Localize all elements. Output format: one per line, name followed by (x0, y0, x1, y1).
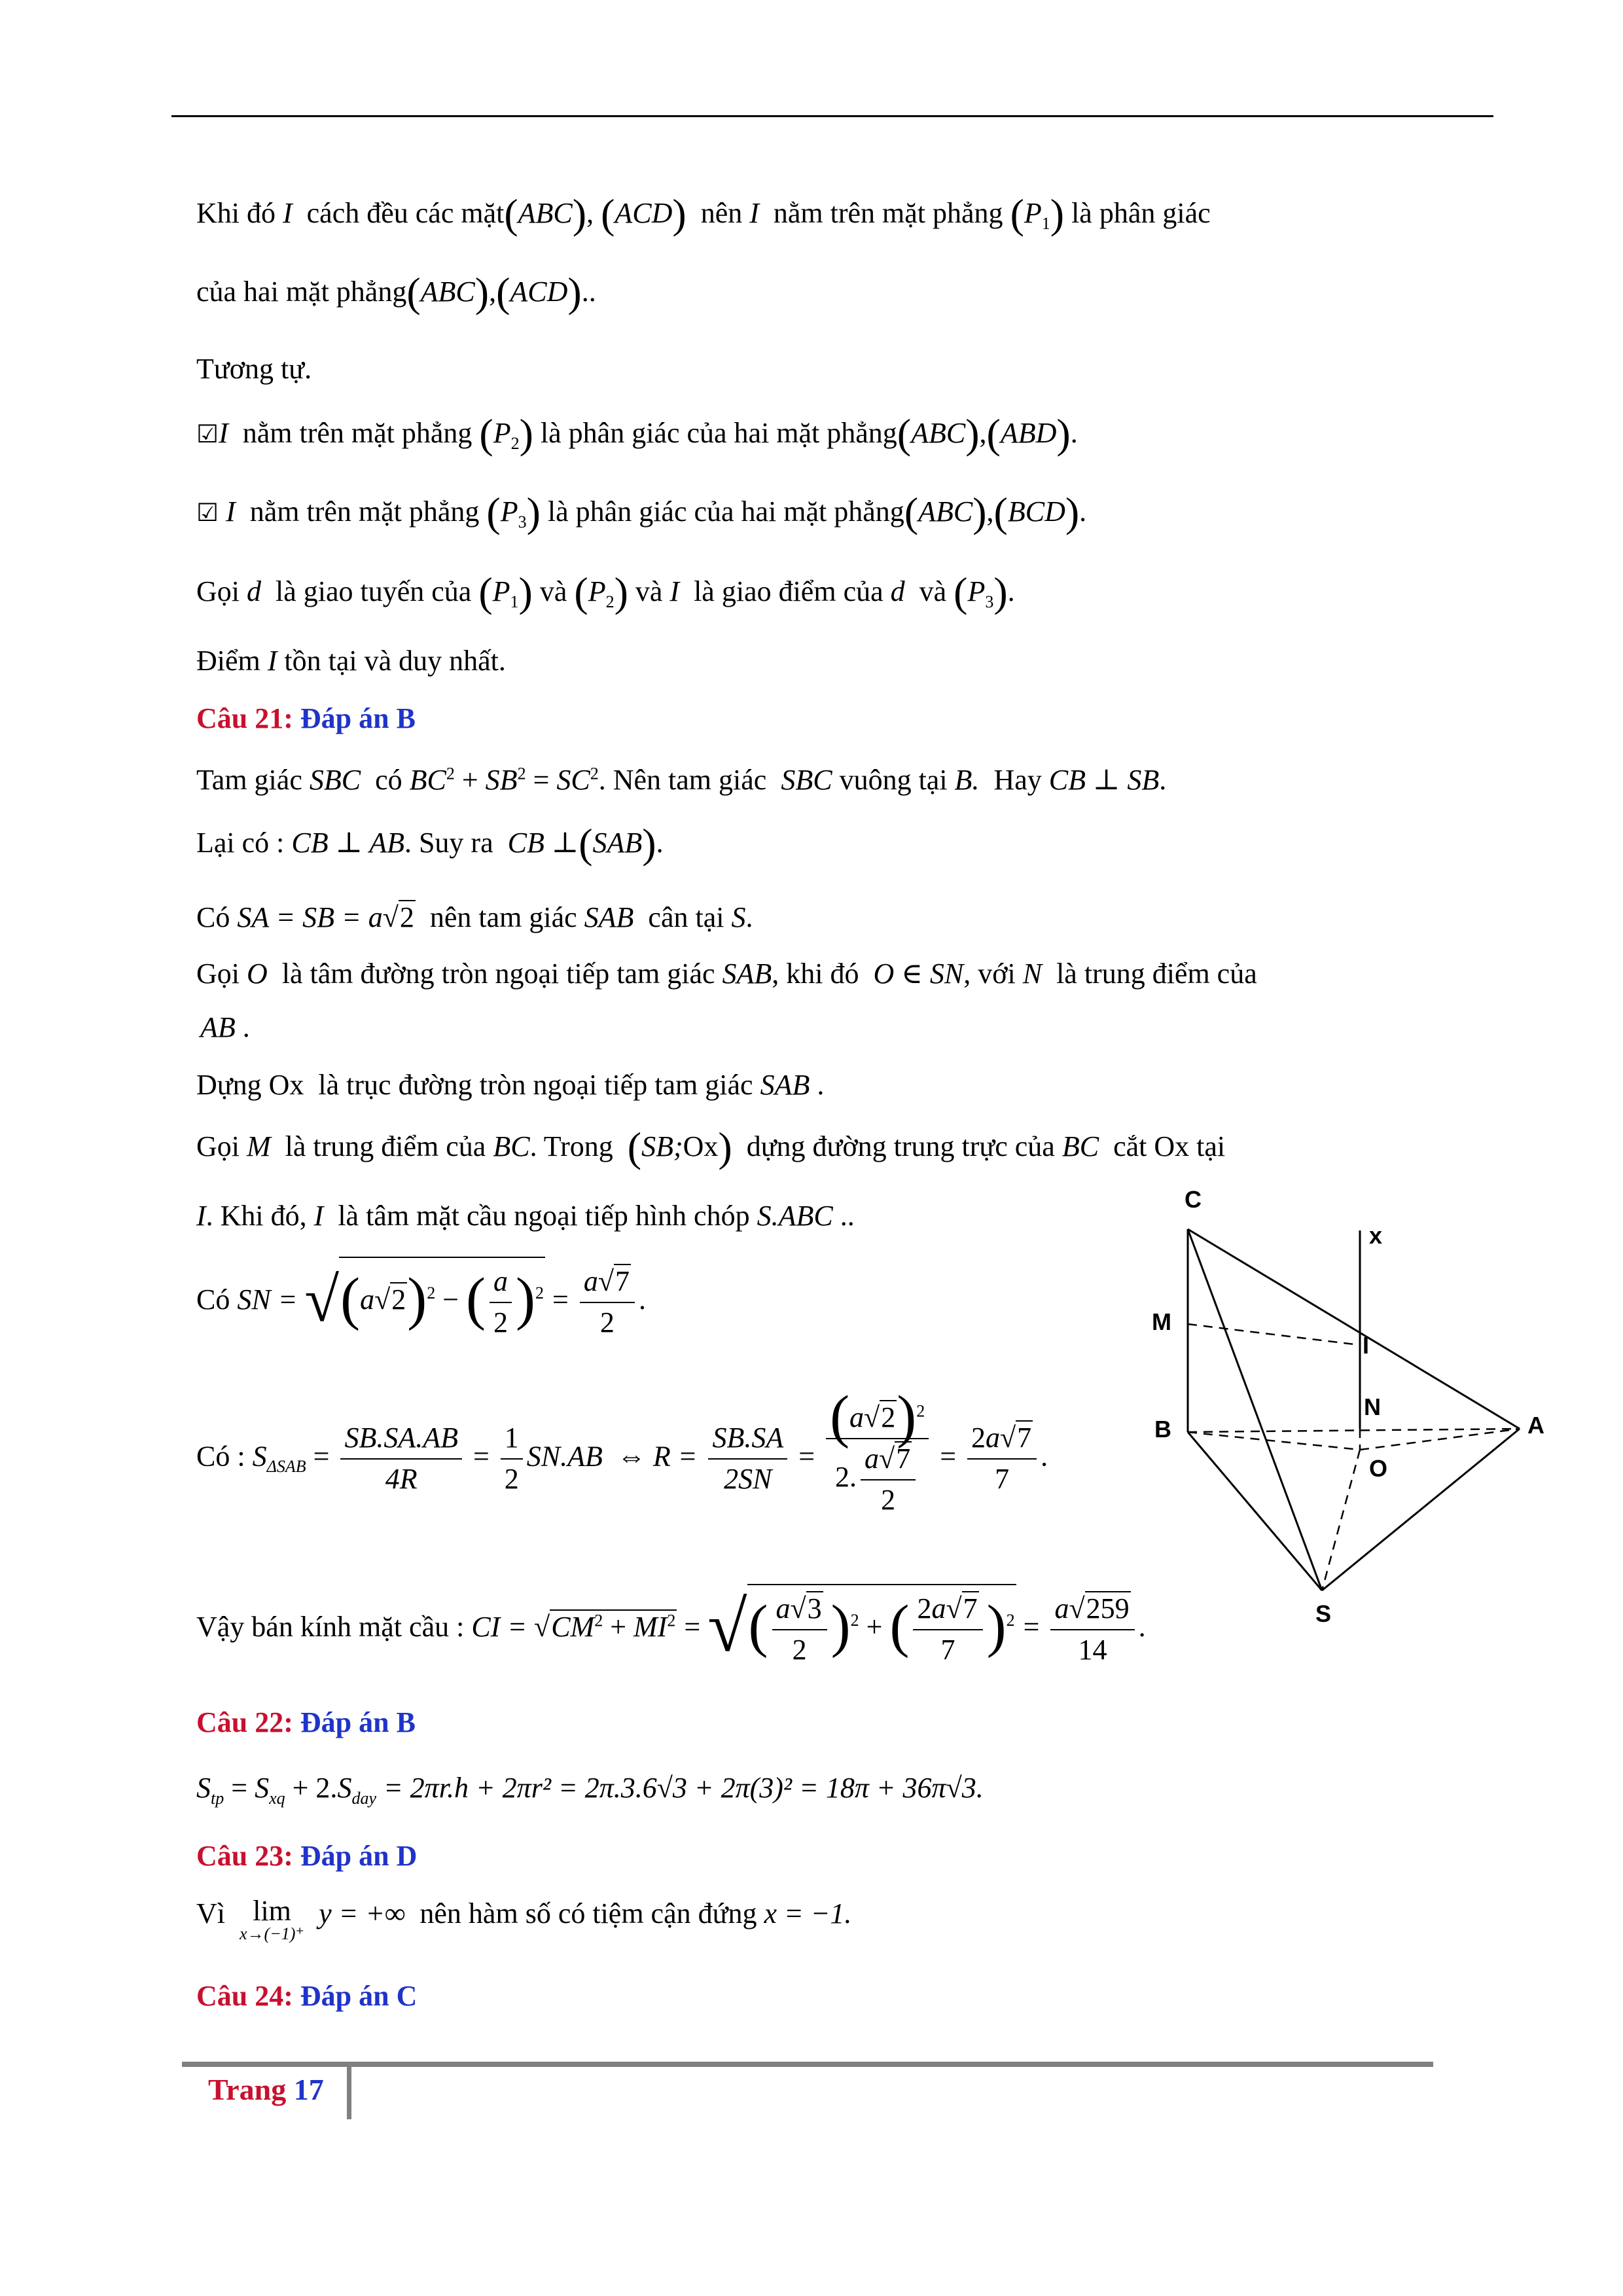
line-12: AB . (200, 1011, 250, 1043)
edge-ba-hidden (1188, 1429, 1520, 1432)
line-15: I. Khi đó, I là tâm mặt cầu ngoại tiếp hình chóp S.ABC .. (196, 1200, 855, 1232)
question-22-heading: Câu 22: Đáp án B (196, 1706, 416, 1738)
question-23-heading: Câu 23: Đáp án D (196, 1840, 418, 1872)
line-2: của hai mặt phẳng(ABC),(ACD).. (196, 269, 596, 315)
line-4: ☑I nằm trên mặt phẳng $(P_2)$ là phân giác của hai mặt phẳng(ABC),(ABD). (196, 410, 1078, 457)
pyramid-figure (1113, 1178, 1584, 1636)
checkbox-icon: ☑ (196, 420, 219, 448)
label-m: M (1152, 1308, 1171, 1335)
line-10: Có SA = SB = a√2 nên tam giác SAB cân tại S. (196, 901, 753, 933)
segment-os (1322, 1450, 1360, 1590)
line-14: Gọi M là trung điểm của BC. Trong (SB;Ox) dựng đường trung trực của BC cắt Ox tại (196, 1124, 1226, 1170)
segment-oa (1360, 1429, 1520, 1450)
line-19-surface-formula: $S_{tp} = S_{xq} + 2.S_{day} = 2\pi r.h + 2\pi r^2 = 2\pi.3.6√3 + 2\pi(3)^2 = 18\pi + 36\pi√3$. (196, 1772, 984, 1808)
label-o: O (1369, 1455, 1388, 1482)
label-i: I (1363, 1332, 1370, 1359)
line-17-radius-formula: Có : $S_{\Delta SAB}$ = $\frac{SB.SA.AB}{4R}$ = $\frac{1}{2}$ SN.AB ⇔ R = $\frac{SB.SA}{2SN}$ = $(a√2)^2$ 2. $\frac{a√7}{2}$ = $\frac{2a√7}{7}$ . (196, 1384, 1048, 1516)
segment-mi (1188, 1324, 1360, 1345)
label-n: N (1364, 1393, 1381, 1420)
line-5: ☑ I nằm trên mặt phẳng $(P_3)$ là phân giác của hai mặt phẳng(ABC),(BCD). (196, 489, 1087, 535)
label-x: x (1369, 1222, 1383, 1249)
line-13: Dựng Ox là trục đường tròn ngoại tiếp tam giác SAB . (196, 1069, 825, 1101)
label-s: S (1315, 1600, 1332, 1627)
line-9: Lại có : CB ⊥ AB. Suy ra CB ⊥(SAB). (196, 820, 664, 867)
segment-bo (1188, 1432, 1360, 1450)
line-8: Tam giác SBC có $BC^2 + SB^2 = SC^2$. Nên tam giác SBC vuông tại B. Hay CB ⊥ SB. (196, 764, 1167, 796)
label-b: B (1154, 1416, 1171, 1443)
edge-as (1322, 1429, 1520, 1590)
line-3: Tương tự. (196, 353, 312, 385)
label-c: C (1185, 1186, 1202, 1213)
footer-rule (182, 2062, 1433, 2067)
line-6: Gọi d là giao tuyến của $(P_1)$ và $(P_2)$ và I là giao điểm của d và $(P_3)$. (196, 569, 1015, 615)
line-20-limit: Vì lim x→(−1)⁺ y = +∞ nên hàm số có tiệm cận đứng x = −1. (196, 1895, 852, 1943)
checkbox-icon: ☑ (196, 498, 219, 527)
footer-divider (347, 2064, 351, 2119)
line-18-ci-formula: Vậy bán kính mặt cầu : CI = $√CM^2 + MI^2$ = √( $\frac{a√3}{2}$ )$^2$ + ( $\frac{2a√7}{7}$ )$^2$ = $\frac{a√259}{14}$ . (196, 1584, 1146, 1668)
question-21-heading: Câu 21: Đáp án B (196, 702, 416, 734)
line-11: Gọi O là tâm đường tròn ngoại tiếp tam giác SAB, khi đó O ∈ SN, với N là trung điểm của (196, 958, 1257, 990)
line-1: Khi đó I cách đều các mặt(ABC), (ACD) nên I nằm trên mặt phẳng $(P_1)$ là phân giác (196, 190, 1211, 237)
page-number: Trang 17 (208, 2073, 324, 2106)
line-7: Điểm I tồn tại và duy nhất. (196, 645, 506, 677)
label-a: A (1527, 1412, 1544, 1439)
edge-cs (1188, 1229, 1322, 1590)
line-16-sn-formula: Có SN = $√(a√2)^2$ − ( $\frac{a}{2}$ )$^2$ = $\frac{a√7}{2}$ . (196, 1257, 646, 1340)
question-24-heading: Câu 24: Đáp án C (196, 1980, 418, 2012)
header-rule (171, 115, 1493, 117)
edge-ca (1188, 1229, 1520, 1429)
edge-bs (1188, 1432, 1322, 1590)
